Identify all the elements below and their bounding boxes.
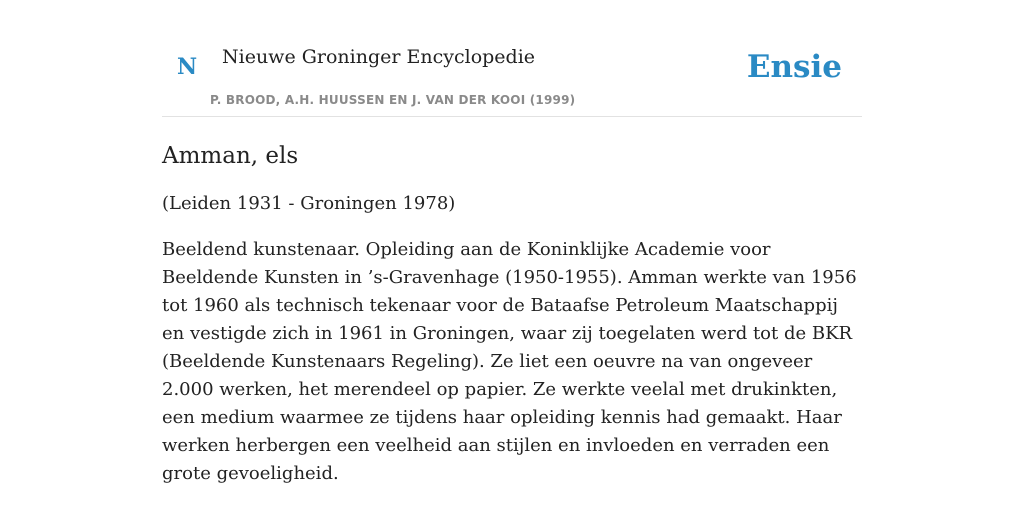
source-header — [162, 0, 862, 117]
source-authors: P. BROOD, A.H. HUUSSEN EN J. VAN DER KOOI (1999) — [210, 93, 576, 107]
brand-logo[interactable]: Ensie — [746, 49, 842, 85]
source-logo[interactable]: N — [177, 54, 198, 80]
entry-subtitle: (Leiden 1931 - Groningen 1978) — [162, 192, 456, 214]
source-title[interactable]: Nieuwe Groninger Encyclopedie — [222, 46, 536, 68]
entry-body: Beeldend kunstenaar. Opleiding aan de Koninklijke Academie voor Beeldende Kunsten in ’s-Gravenhage (1950-1955). Amman werkte van 1956 tot 1960 als technisch tekenaar voor de Bataafse Petroleum Maatschappij en vestigde zich in 1961 in Groningen, waar zij toegelaten werd tot de BKR (Beeldende Kunstenaars Regeling). Ze liet een oeuvre na van ongeveer 2.000 werken, het merendeel op papier. Ze werkte veelal met drukinkten, een medium waarmee ze tijdens haar opleiding kennis had gemaakt. Haar werken herbergen een veelheid aan stijlen en invloeden en verraden een grote gevoeligheid. — [162, 238, 857, 484]
entry-title: Amman, els — [162, 143, 299, 169]
page-container — [162, 0, 862, 488]
